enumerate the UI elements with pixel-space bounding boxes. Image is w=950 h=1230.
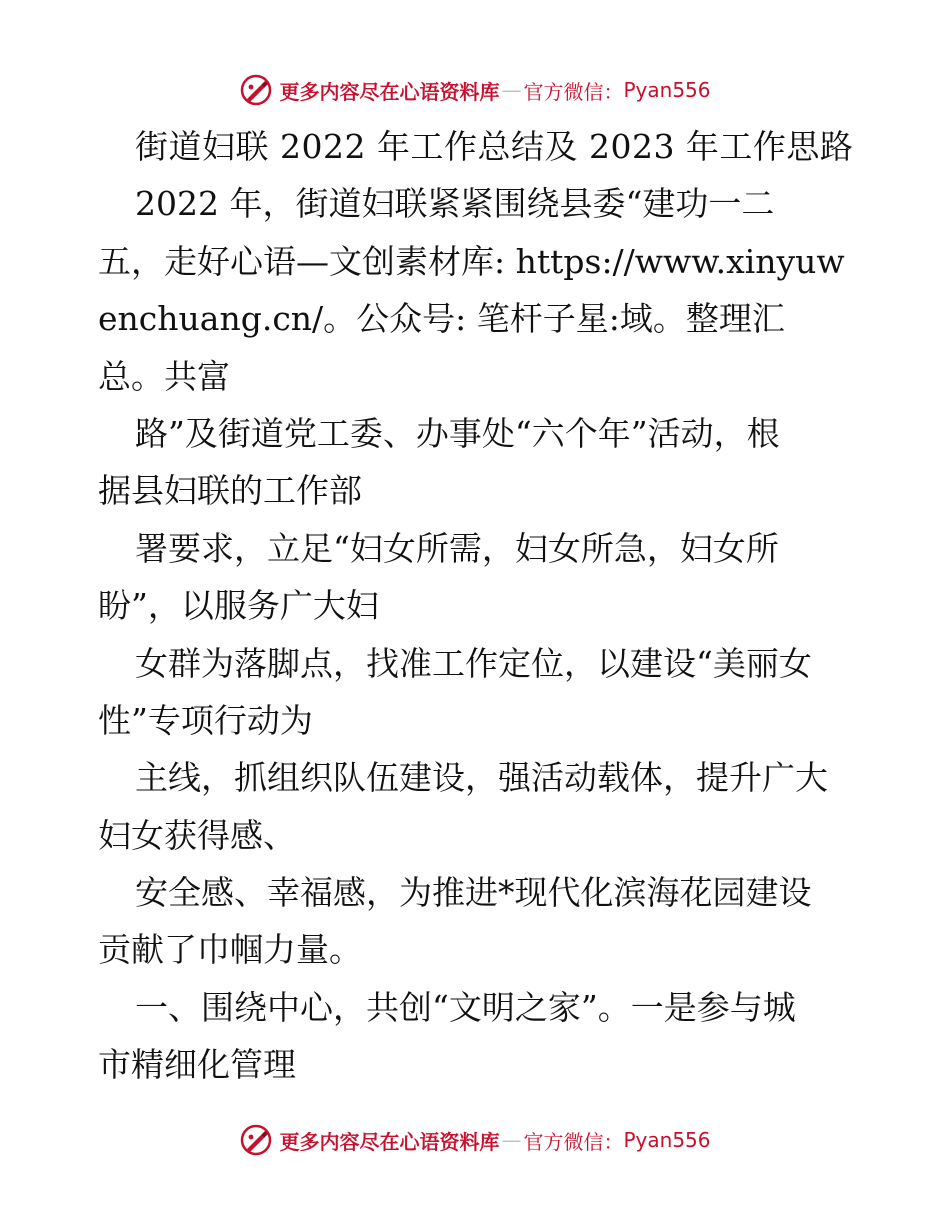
banner-dash: — — [501, 78, 522, 102]
banner-dash: — — [501, 1128, 522, 1152]
paragraph-line: 总。共富 — [98, 356, 230, 396]
banner-wechat-label: 官方微信： — [523, 1129, 624, 1154]
footer-banner — [0, 1120, 950, 1160]
paragraph-line: enchuang.cn/。公众号: 笔杆子星:域。整理汇 — [98, 299, 785, 339]
paragraph-line: 2022 年，街道妇联紧紧围绕县委“建功一二 — [135, 184, 775, 224]
document-body — [98, 118, 858, 1094]
paragraph-line: 性”专项行动为 — [98, 700, 313, 740]
pen-logo-icon — [239, 73, 273, 107]
paragraph-line: 五，走好心语—文创素材库: https://www.xinyuw — [98, 241, 845, 281]
header-banner — [0, 70, 950, 110]
paragraph-line: 署要求，立足“妇女所需，妇女所急，妇女所 — [135, 528, 779, 568]
paragraph-line: 主线，抓组织队伍建设，强活动载体，提升广大 — [135, 758, 828, 798]
banner-wechat-id: Pyan556 — [623, 1128, 711, 1152]
banner-main-text: 更多内容尽在心语资料库 — [279, 1129, 500, 1154]
document-title: 街道妇联 2022 年工作总结及 2023 年工作思路 — [135, 127, 854, 166]
paragraph-line: 市精细化管理 — [98, 1045, 296, 1085]
paragraph-line: 据县妇联的工作部 — [98, 471, 362, 511]
paragraph-line: 贡献了巾帼力量。 — [98, 930, 362, 970]
banner-wechat-id: Pyan556 — [623, 78, 711, 102]
banner-main-text: 更多内容尽在心语资料库 — [279, 79, 500, 104]
paragraph-line: 盼”，以服务广大妇 — [98, 586, 379, 626]
paragraph-line: 安全感、幸福感，为推进*现代化滨海花园建设 — [135, 873, 812, 913]
pen-logo-icon — [239, 1123, 273, 1157]
banner-wechat-label: 官方微信： — [523, 79, 624, 104]
paragraph-line: 路”及街道党工委、办事处“六个年”活动，根 — [135, 413, 780, 453]
paragraph-line: 妇女获得感、 — [98, 815, 296, 855]
paragraph-line: 女群为落脚点，找准工作定位，以建设“美丽女 — [135, 643, 812, 683]
section-heading-line: 一、围绕中心，共创“文明之家”。一是参与城 — [135, 987, 796, 1027]
